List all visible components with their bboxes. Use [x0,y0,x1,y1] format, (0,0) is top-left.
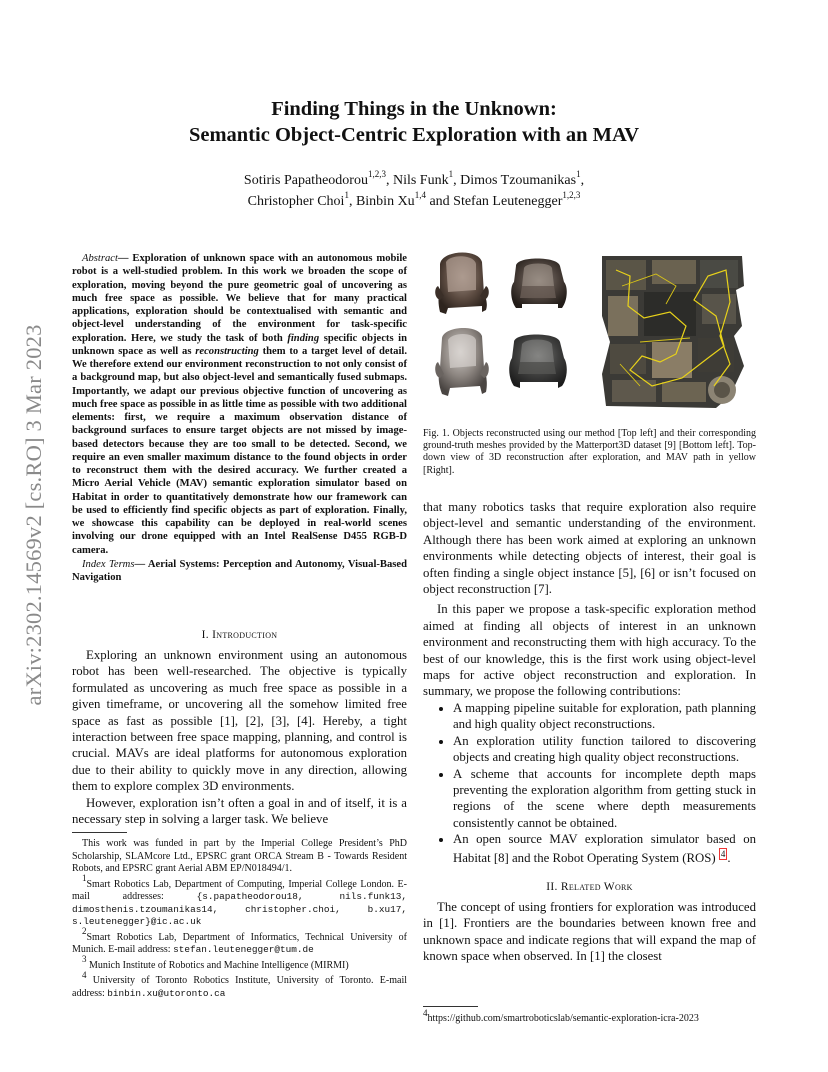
contribution-item: • An exploration utility function tailored to discovering objects and creating high quality object reconstructions. [453,733,756,766]
footnote-rule [423,1006,478,1007]
index-terms-text: Aerial Systems: Perception and Autonomy, Visual-Based Navigation [72,558,407,583]
affiliation-3 [72,954,407,973]
introduction-body [72,647,407,827]
author-name: Binbin Xu [355,194,415,209]
abstract-text: specific objects in unknown space as well as [72,332,407,357]
ground-truth-chair-1 [435,328,489,396]
footnote-url[interactable]: https://github.com/smartroboticslab/semantic-exploration-icra-2023 [427,1013,699,1024]
author-conjunction: and [429,194,450,209]
section-title: Introduction [212,629,278,641]
figure-1-caption: Fig. 1. Objects reconstructed using our method [Top left] and their corresponding ground-truth meshes provided by the Matterport3D dataset [9] [Bottom left]. Top-down view of 3D reconstruction after exploration, and MAV path in yellow [Right]. [423,428,756,476]
affiliation-text: Munich Institute of Robotics and Machine Intelligence (MIRMI) [86,959,349,971]
separator: , [385,173,390,188]
abstract-text: Exploration of unknown space with an autonomous mobile robot is a well-studied problem. In this work we broaden the scope of exploration, moving beyond the pure geometric goal of uncovering as much free space as possible. We believe that for many practical applications, exploration should be contextualised with semantic and object-level understanding of the environment for task-specific exploration. Here, we study the task of both [72,253,407,344]
top-down-reconstruction-map [598,250,748,412]
paragraph: The concept of using frontiers for exploration was introduced in [1]. Frontiers are the boundaries between known free and unknown space and indicate regions that will expand the map of known space when observed. In [1] the closest [423,900,756,964]
separator: , [453,173,457,188]
arxiv-id-text: arXiv:2302.14569v2 [cs.RO] 3 Mar 2023 [21,324,46,706]
affiliation-1 [72,873,408,929]
affiliation-2 [72,926,407,957]
abstract [72,252,407,557]
contribution-item [453,831,756,866]
footnote-number: 4 [423,1007,428,1018]
index-terms-label: Index Terms [82,558,135,570]
separator: , [580,173,585,188]
first-page-footnotes [72,838,407,1000]
paragraph: Exploring an unknown environment using an autonomous robot has been well-researched. The objective is typically formulated as uncovering as much free space as possible in a given timeframe, or uncovering all the somehow limited free space as fast as possible [1], [2], [3], [4]. Hereby, a tight interaction between free space mapping, planning, and control is crucial. MAVs are ideal platforms for autonomous exploration due to their ability to quickly move in any direction, allowing them to explore complex 3D environments. [72,648,407,794]
author-affiliation: 1 [448,169,454,180]
arxiv-identifier [19,290,49,740]
separator: , [348,194,353,209]
contribution-text: An open source MAV exploration simulator based on Habitat [8] and the Robot Operating System (ROS) [453,832,756,865]
section-title: Related Work [560,881,633,893]
author-name: Christopher Choi [247,194,345,209]
affiliation-number: 3 [82,954,87,965]
author-affiliation: 1,2,3 [562,190,581,201]
affiliation-number: 4 [82,969,87,980]
paragraph: In this paper we propose a task-specific exploration method aimed at finding all objects of interest in an unknown environment and reconstructing them with high accuracy. To the best of our knowledge, this is the first work using object-level maps for active object reconstruction and exploration. In summary, we propose the following contributions: [423,602,756,699]
abstract-label: Abstract [82,253,118,264]
author-affiliation: 1 [576,169,581,180]
abstract-block [72,252,407,584]
affiliation-4 [72,969,407,1000]
affiliation-text: University of Toronto Robotics Institute, University of Toronto. E-mail address: [72,975,407,999]
index-terms [72,558,407,585]
affiliation-number: 1 [82,873,87,884]
figure-1 [430,246,760,416]
abstract-dash: — [117,253,129,264]
footnote-4 [423,1007,756,1026]
contribution-item: • A scheme that accounts for incomplete depth maps preventing the exploration algorithm from getting stuck in regions of the scene where depth measurements consistently cannot be obtained. [453,766,756,832]
author-affiliation: 1 [344,190,349,201]
affiliation-email: binbin.xu@utoronto.ca [107,987,226,999]
paragraph: that many robotics tasks that require exploration also require object-level and semantic understanding of the environment. Although there has been work aimed at exploring an unknown environments while detecting objects of interest, their goal is often finding a single object instance [5], [6] or isn’t focused on object reconstruction [7]. [423,500,756,597]
section-heading-related-work [423,881,756,893]
author-name: Nils Funk [392,173,449,188]
affiliation-email: stefan.leutenegger@tum.de [173,944,314,955]
figure-1-graphic [430,246,760,416]
affiliation-emails: {s.papatheodorou18, nils.funk13, dimosthenis.tzoumanikas14, christopher.choi, b.xu17, s.leutenegger}@ic.ac.uk [72,891,408,927]
author-line-1 [0,170,828,191]
reconstructed-chair-2 [511,259,567,309]
paper-title-line-1: Finding Things in the Unknown: [271,98,557,120]
author-line-2 [0,191,828,212]
abstract-emphasis: finding [287,332,320,344]
abstract-text: them to a target level of detail. We therefore extend our environment reconstruction to not only consist of a background map, but also object-level and semantically fused submaps. Importantly, we adapt our previous objective function of uncovering as much free space as possible in as little time as possible with two additional elements: first, we require a maximum observation distance of background surfaces to ensure target objects are not missed by image-based detectors because they are too small to be detected. Second, we require an even smaller maximum distance to the found objects in order to reconstruct them with the desired accuracy. We further created a Micro Aerial Vehicle (MAV) semantic exploration simulator based on Habitat in order to quantitatively demonstrate how our framework can be used to efficiently find specific objects as part of exploration. Finally, we showcase this capability can be deployed in real-world scenes involving our drone equipped with an Intel RealSense D455 RGB-D camera. [72,345,407,556]
author-affiliation: 1,4 [414,190,426,201]
ground-truth-chair-2 [509,335,567,389]
paragraph: However, exploration isn’t often a goal in and of itself, it is a necessary step in solving a larger task. We believe [72,795,407,827]
abstract-emphasis: reconstructing [195,345,259,357]
punctuation: . [727,850,731,865]
index-terms-dash: — [134,558,146,570]
affiliation-text: Smart Robotics Lab, Department of Informatics, Technical University of Munich. E-mail address: [72,931,407,955]
author-name: Dimos Tzoumanikas [460,173,577,188]
affiliation-text: Smart Robotics Lab, Department of Computing, Imperial College London. E-mail addresses: [72,878,407,902]
related-work-body [423,899,756,965]
author-name: Sotiris Papatheodorou [243,173,368,188]
author-affiliation: 1,2,3 [367,169,386,180]
section-heading-introduction [72,629,407,641]
affiliation-number: 2 [82,926,87,937]
footnote-rule [72,832,127,833]
author-name: Stefan Leutenegger [453,194,563,209]
section-number: II. [546,881,561,893]
contribution-list [423,700,756,866]
paper-title-line-2: Semantic Object-Centric Exploration with an MAV [188,124,639,146]
section-number: I. [201,629,213,641]
footnote-link[interactable]: 4 [720,848,726,859]
reconstructed-chair-1 [435,252,489,314]
right-column-body [423,499,756,866]
funding-note: This work was funded in part by the Imperial College President’s PhD Scholarship, SLAMcore Ltd., EPSRC grant ORCA Stream B - Towards Resident Robots, and EPSRC grant Aerial ABM EP/N018494/1. [72,838,407,874]
contribution-item: • A mapping pipeline suitable for exploration, path planning and high quality object reconstructions. [453,700,756,733]
